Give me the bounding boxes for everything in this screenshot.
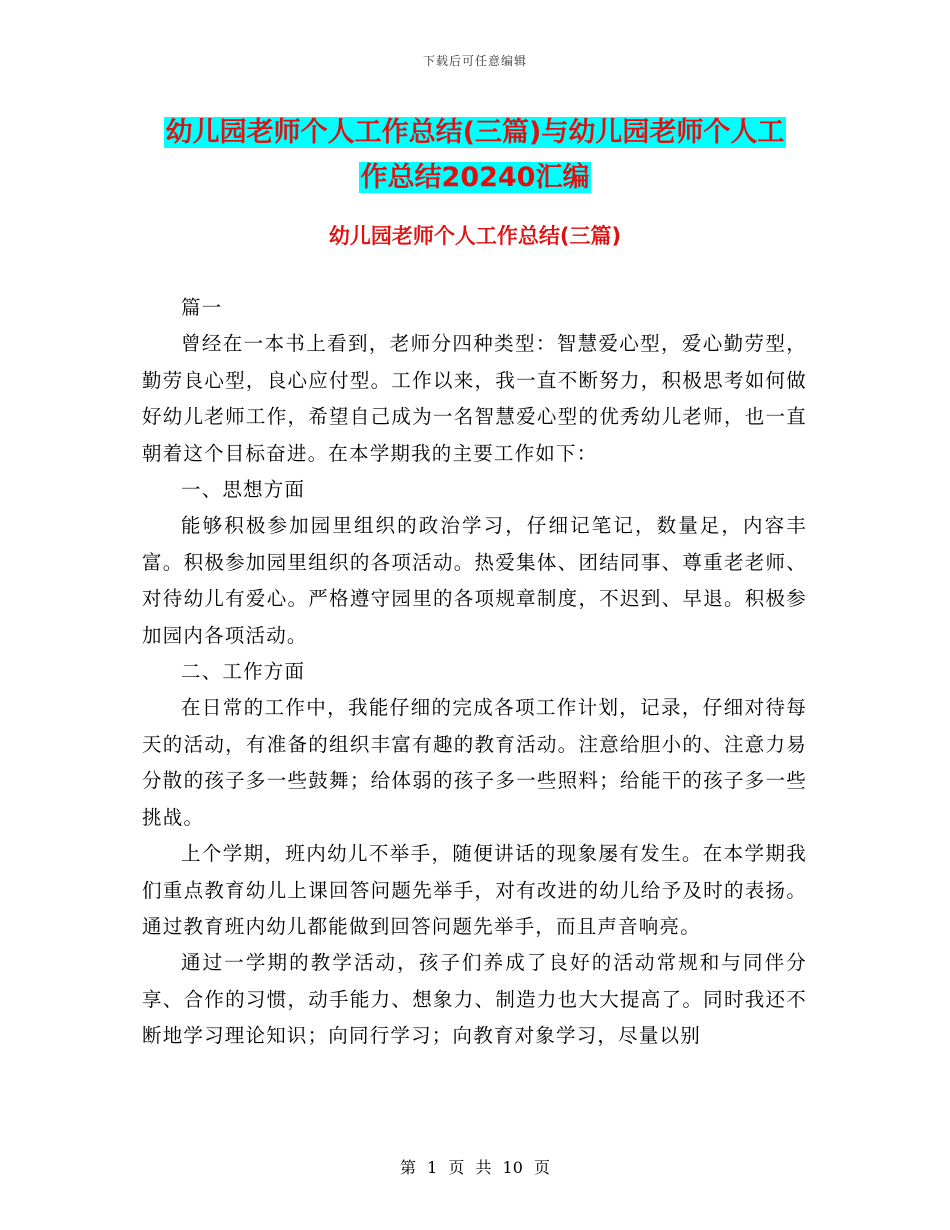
paragraph: 能够积极参加园里组织的政治学习，仔细记笔记，数量足，内容丰富。积极参加园里组织的各项活动。热爱集体、团结同事、尊重老老师、对待幼儿有爱心。严格遵守园里的各项规章制度，不迟到、早退。积极参加园内各项活动。 (142, 514, 807, 647)
section-title: 幼儿园老师个人工作总结(三篇) (328, 224, 622, 248)
document-body (142, 290, 807, 1055)
header-note: 下载后可任意编辑 (422, 54, 527, 68)
paragraph: 上个学期，班内幼儿不举手，随便讲话的现象屡有发生。在本学期我们重点教育幼儿上课回答问题先举手，对有改进的幼儿给予及时的表扬。通过教育班内幼儿都能做到回答问题先举手，而且声音响亮。 (142, 842, 807, 938)
paragraph-heading-part-one: 篇一 (181, 296, 223, 319)
paragraph: 在日常的工作中，我能仔细的完成各项工作计划，记录，仔细对待每天的活动，有准备的组织丰富有趣的教育活动。注意给胆小的、注意力易分散的孩子多一些鼓舞；给体弱的孩子多一些照料；给能干的孩子多一些挑战。 (142, 696, 807, 829)
paragraph-heading-thought: 一、思想方面 (181, 478, 306, 502)
paragraph-heading-work: 二、工作方面 (181, 660, 306, 684)
document-title (140, 110, 810, 200)
document-title-line-1: 幼儿园老师个人工作总结(三篇)与幼儿园老师个人工 (165, 117, 785, 148)
paragraph: 通过一学期的教学活动，孩子们养成了良好的活动常规和与同伴分享、合作的习惯，动手能力、想象力、制造力也大大提高了。同时我还不断地学习理论知识；向同行学习；向教育对象学习，尽量以别 (142, 951, 807, 1048)
page-footer: 第 1 页 共 10 页 (400, 1158, 550, 1177)
paragraph: 曾经在一本书上看到，老师分四种类型：智慧爱心型，爱心勤劳型，勤劳良心型，良心应付型。工作以来，我一直不断努力，积极思考如何做好幼儿老师工作，希望自己成为一名智慧爱心型的优秀幼儿老师，也一直朝着这个目标奋进。在本学期我的主要工作如下： (142, 332, 807, 465)
document-title-line-2: 作总结20240汇编 (360, 162, 590, 193)
